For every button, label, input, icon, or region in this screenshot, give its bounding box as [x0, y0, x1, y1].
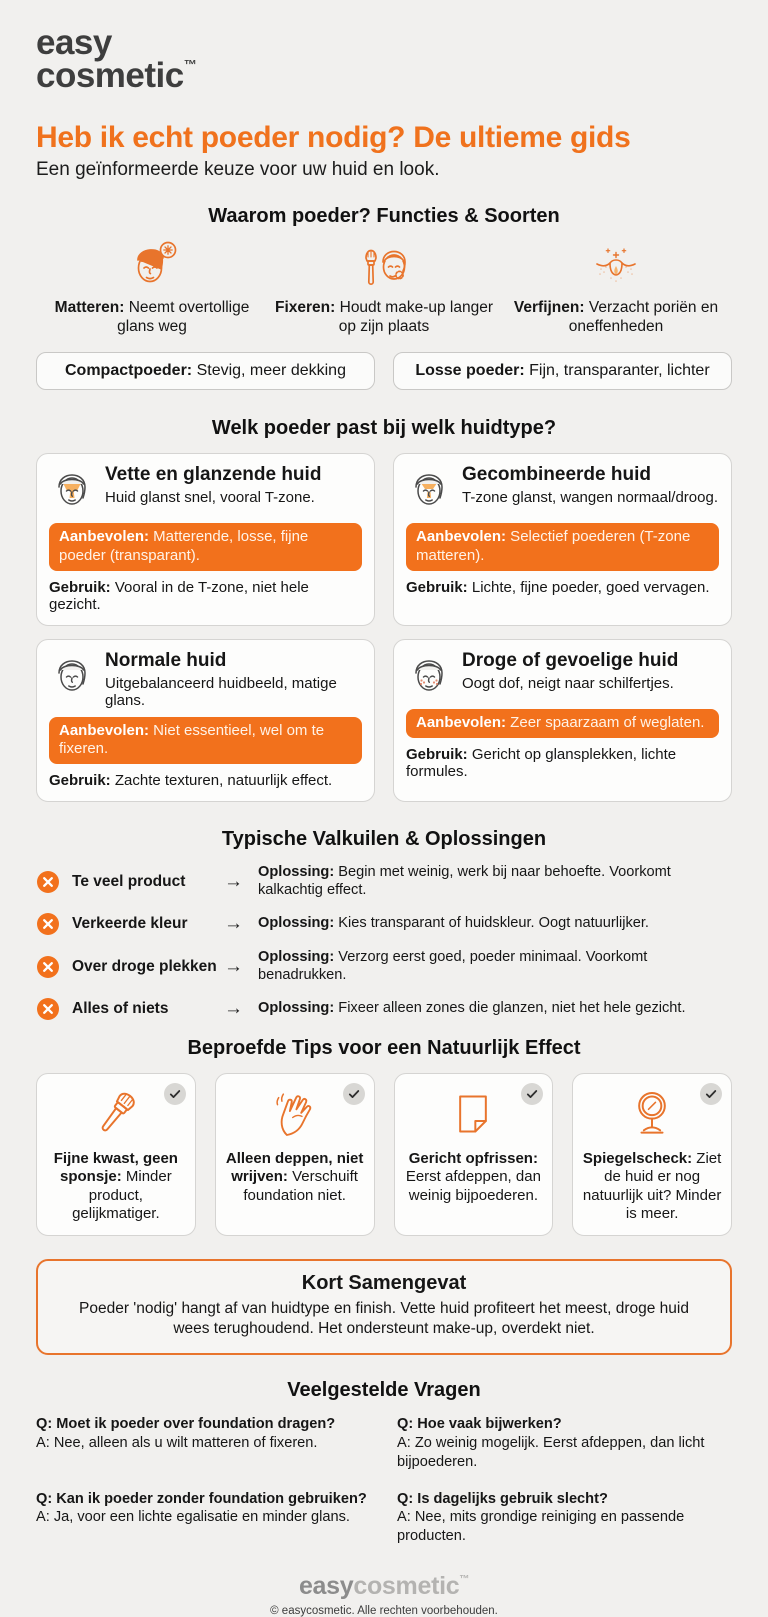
x-circle-icon: [36, 955, 60, 979]
skin-card-subtitle: Uitgebalanceerd huidbeeld, matige glans.: [105, 674, 337, 709]
pitfall-row: [36, 864, 732, 899]
footer: [36, 1572, 732, 1617]
solution-text: Fixeer alleen zones die glanzen, niet het hele gezicht.: [334, 1000, 686, 1017]
skin-card-normal: [36, 639, 375, 802]
usage-lead: Gebruik:: [406, 745, 468, 763]
summary-body: Poeder 'nodig' hangt af van huidtype en finish. Vette huid profiteert het meest, droge huid wees terughoudend. Het ondersteunt make-up, overdekt niet.: [79, 1300, 689, 1338]
faq-question: Q: Kan ik poeder zonder foundation gebruiken?: [36, 1490, 367, 1507]
face-tzone-icon: [49, 465, 95, 515]
powder-types-row: [36, 352, 732, 390]
usage-lead: Gebruik:: [406, 578, 468, 596]
tip-lead: Fijne kwast, geen sponsje:: [53, 1150, 178, 1186]
faq-answer: A: Nee, alleen als u wilt matteren of fixeren.: [36, 1434, 318, 1451]
section-title-faq: Veelgestelde Vragen: [287, 1378, 481, 1401]
powder-type-compact: [36, 352, 375, 390]
usage-line: [49, 579, 362, 613]
recommendation-banner: [49, 523, 362, 571]
tip-rest: Eerst afdeppen, dan weinig bijpoederen.: [405, 1168, 541, 1204]
faq-question: Q: Hoe vaak bijwerken?: [397, 1415, 562, 1432]
recommendation-lead: Aanbevolen:: [59, 721, 150, 739]
faq-item: [36, 1490, 371, 1547]
arrow-icon: →: [224, 913, 243, 935]
arrow-icon: →: [224, 955, 243, 977]
function-item-rest: Houdt make-up langer op zijn plaats: [335, 298, 493, 335]
skin-card-title: Normale huid: [105, 649, 227, 671]
usage-lead: Gebruik:: [49, 772, 111, 790]
tips-grid: [36, 1073, 732, 1236]
check-circle-icon: [700, 1083, 722, 1105]
recommendation-text: Selectief poederen (T-zone matteren).: [416, 528, 691, 564]
section-title-tips: Beproefde Tips voor een Natuurlijk Effect: [187, 1037, 581, 1060]
recommendation-text: Niet essentieel, wel om te fixeren.: [59, 721, 325, 758]
pitfall-label: Over droge plekken: [72, 957, 217, 975]
tip-rest: Ziet de huid er nog natuurlijk uit? Minder is meer.: [582, 1150, 722, 1223]
brand-logo: [36, 23, 732, 96]
solution-text: Kies transparant of huidskleur. Oogt natuurlijker.: [334, 915, 649, 932]
recommendation-text: Zeer spaarzaam of weglaten.: [506, 713, 705, 731]
pitfall-label: Alles of niets: [72, 1000, 169, 1018]
brush-face-icon: [274, 240, 494, 292]
x-circle-icon: [36, 997, 60, 1021]
solution-lead: Oplossing:: [258, 949, 335, 966]
tip-card-patting: [215, 1073, 375, 1236]
function-item-rest: Verzacht poriën en oneffenheden: [568, 298, 719, 335]
skin-card-title: Vette en glanzende huid: [105, 464, 322, 486]
skin-card-subtitle: T-zone glanst, wangen normaal/droog.: [462, 489, 718, 507]
recommendation-banner: [406, 523, 719, 571]
tip-text: [225, 1150, 365, 1205]
face-normal-icon: [49, 651, 95, 701]
skin-card-dry: [393, 639, 732, 802]
pitfalls-list: [36, 864, 732, 1021]
pitfall-row: [36, 997, 732, 1021]
skin-cards-grid: [36, 453, 732, 802]
faq-question: Q: Is dagelijks gebruik slecht?: [397, 1490, 608, 1507]
powder-type-rest: Stevig, meer dekking: [192, 362, 346, 380]
tip-rest: Minder product, gelijkmatiger.: [72, 1168, 172, 1223]
faq-item: [397, 1490, 732, 1547]
function-item-text: [274, 298, 494, 337]
function-item-lead: Matteren:: [54, 298, 125, 316]
recommendation-text: Matterende, losse, fijne poeder (transparant).: [59, 528, 309, 564]
tip-text: [582, 1150, 722, 1223]
pitfall-label: Te veel product: [72, 872, 186, 890]
faq-item: [36, 1415, 371, 1472]
x-circle-icon: [36, 870, 60, 894]
usage-line: [406, 579, 719, 596]
pitfall-solution: [258, 864, 732, 899]
tip-rest: Verschuift foundation niet.: [243, 1168, 358, 1204]
recommendation-banner: [406, 709, 719, 738]
usage-line: [49, 772, 362, 789]
tip-text: [404, 1150, 544, 1205]
pitfall-row: [36, 949, 732, 984]
solution-lead: Oplossing:: [258, 1000, 335, 1017]
powder-type-loose: [393, 352, 732, 390]
skin-card-subtitle: Oogt dof, neigt naar schilfertjes.: [462, 674, 674, 692]
function-item-text: [42, 298, 262, 337]
function-item-rest: Neemt overtollige glans weg: [117, 298, 250, 335]
pitfall-solution: [258, 915, 649, 933]
skin-card-subtitle: Huid glanst snel, vooral T-zone.: [105, 489, 315, 507]
arrow-icon: →: [224, 998, 243, 1020]
pitfall-solution: [258, 1000, 686, 1018]
usage-text: Lichte, fijne poeder, goed vervagen.: [467, 578, 710, 596]
usage-text: Gericht op glansplekken, lichte formules.: [406, 745, 677, 780]
powder-type-rest: Fijn, transparanter, lichter: [524, 362, 710, 380]
tip-card-brush: [36, 1073, 196, 1236]
usage-lead: Gebruik:: [49, 578, 111, 596]
footer-logo-cosmetic: cosmetic: [353, 1572, 460, 1601]
copyright-text: © easycosmetic. Alle rechten voorbehouden.: [270, 1605, 498, 1617]
function-item-lead: Fixeren:: [275, 298, 336, 316]
footer-logo-easy: easy: [298, 1572, 354, 1601]
section-title-pitfalls: Typische Valkuilen & Oplossingen: [221, 828, 547, 851]
footer-logo: [36, 1572, 732, 1601]
function-item-fixeren: [268, 240, 500, 337]
brand-logo-line1: easy: [36, 23, 112, 62]
arrow-icon: →: [224, 870, 243, 892]
pitfall-row: [36, 912, 732, 936]
brand-logo-line2: cosmetic: [36, 56, 184, 96]
tip-lead: Alleen deppen, niet wrijven:: [225, 1150, 364, 1186]
faq-answer: A: Ja, voor een lichte egalisatie en minder glans.: [36, 1509, 350, 1526]
pitfall-solution: [258, 949, 732, 984]
skin-card-combination: [393, 453, 732, 626]
solution-lead: Oplossing:: [258, 864, 335, 881]
tip-card-mirror: [572, 1073, 732, 1236]
recommendation-lead: Aanbevolen:: [416, 713, 507, 731]
solution-text: Begin met weinig, werk bij naar behoefte. Voorkomt kalkachtig effect.: [258, 864, 671, 898]
pitfall-label: Verkeerde kleur: [72, 915, 188, 933]
check-circle-icon: [343, 1083, 365, 1105]
matte-face-icon: [42, 240, 262, 292]
function-item-lead: Verfijnen:: [513, 298, 585, 316]
function-item-verfijnen: [500, 240, 732, 337]
page-subtitle: Een geïnformeerde keuze voor uw huid en look.: [36, 158, 440, 180]
solution-text: Verzorg eerst goed, poeder minimaal. Voorkomt benadrukken.: [258, 949, 648, 983]
usage-text: Zachte texturen, natuurlijk effect.: [110, 772, 333, 790]
faq-question: Q: Moet ik poeder over foundation dragen?: [36, 1415, 336, 1432]
faq-answer: A: Zo weinig mogelijk. Eerst afdeppen, dan licht bijpoederen.: [397, 1434, 705, 1470]
tip-text: [46, 1150, 186, 1223]
recommendation-banner: [49, 717, 362, 765]
solution-lead: Oplossing:: [258, 915, 335, 932]
usage-line: [406, 746, 719, 780]
function-item-matteren: [36, 240, 268, 337]
faq-item: [397, 1415, 732, 1472]
tip-lead: Gericht opfrissen:: [408, 1150, 538, 1168]
section-title-skintypes: Welk poeder past bij welk huidtype?: [211, 417, 557, 440]
recommendation-lead: Aanbevolen:: [416, 528, 507, 546]
trademark-symbol: ™: [183, 57, 197, 73]
powder-type-lead: Compactpoeder:: [65, 362, 193, 380]
faq-answer: A: Nee, mits grondige reiniging en passende producten.: [397, 1509, 685, 1545]
pore-sparkle-icon: [506, 240, 726, 292]
face-dry-icon: [406, 651, 452, 701]
check-circle-icon: [164, 1083, 186, 1105]
page-title: Heb ik echt poeder nodig? De ultieme gids: [36, 120, 631, 154]
summary-title: Kort Samengevat: [301, 1272, 467, 1295]
function-item-text: [506, 298, 726, 337]
summary-box: [36, 1259, 732, 1354]
footer-trademark-symbol: ™: [459, 1574, 470, 1586]
powder-type-lead: Losse poeder:: [415, 362, 525, 380]
recommendation-lead: Aanbevolen:: [59, 528, 150, 546]
usage-text: Vooral in de T-zone, niet hele gezicht.: [49, 578, 309, 613]
skin-card-title: Gecombineerde huid: [462, 464, 651, 486]
functions-row: [36, 240, 732, 337]
skin-card-oily: [36, 453, 375, 626]
skin-card-title: Droge of gevoelige huid: [462, 649, 679, 671]
x-circle-icon: [36, 912, 60, 936]
tip-card-refresh: [394, 1073, 554, 1236]
tip-lead: Spiegelscheck:: [582, 1150, 693, 1168]
face-combo-icon: [406, 465, 452, 515]
faq-grid: [36, 1415, 732, 1547]
section-title-functions: Waarom poeder? Functies & Soorten: [208, 204, 560, 227]
